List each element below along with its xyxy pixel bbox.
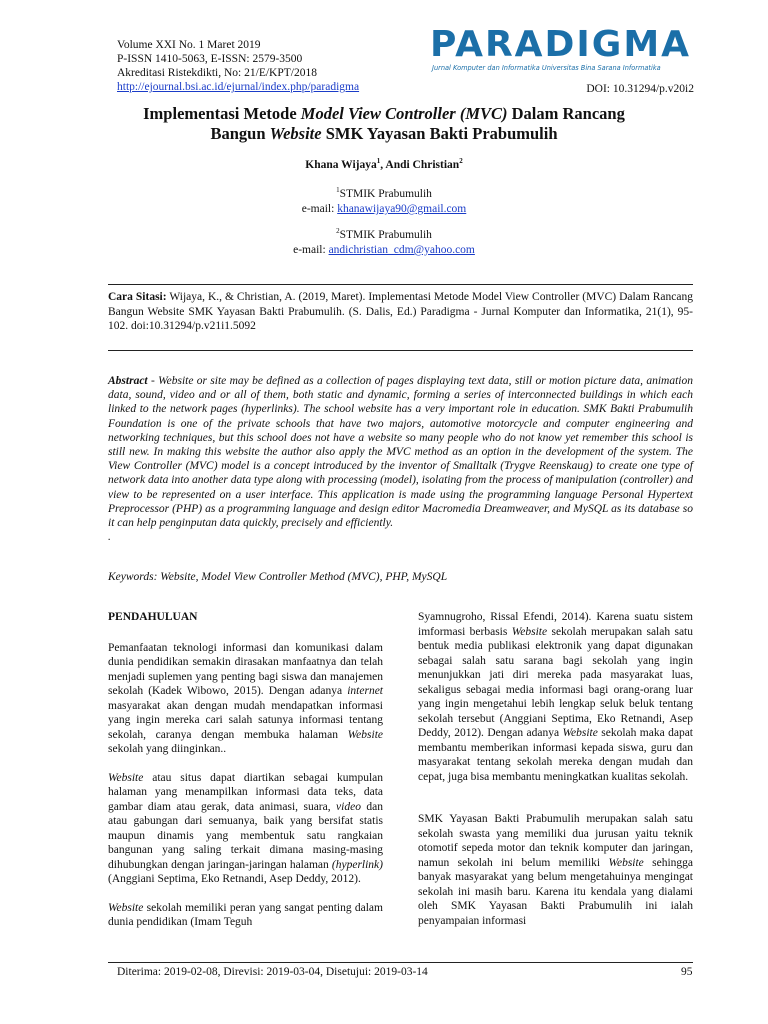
email-link-1[interactable]: khanawijaya90@gmail.com: [337, 203, 467, 215]
divider-bottom: [108, 350, 693, 351]
paragraph: Pemanfaatan teknologi informasi dan komunikasi dalam dunia pendidikan semakin dirasakan manfaatnya dan telah menjadi suplemen yang penting bagi siswa dan manajemen sekolah (Kadek Wibowo, 2015). Dengan adanya internet masyarakat akan dengan mudah mendapatkan informasi yang ingin mereka cari salah satunya informasi tentang sekolah, caranya dengan membuka halaman Website sekolah yang diinginkan..: [108, 641, 383, 755]
authors: Khana Wijaya$^1$, Andi Christian$^2$: [305, 157, 463, 171]
journal-accreditation: Akreditasi Ristekdikti, No: 21/E/KPT/2018: [117, 67, 317, 79]
email-link-2[interactable]: andichristian_cdm@yahoo.com: [328, 244, 475, 256]
affiliation-1-email: e-mail: khanawijaya90@gmail.com: [301, 203, 467, 215]
affiliation-2-email: e-mail: andichristian_cdm@yahoo.com: [293, 244, 475, 256]
paper-title-line1: Implementasi Metode Model View Controller (MVC) Dalam Rancang: [143, 104, 625, 123]
paragraph: Website sekolah memiliki peran yang sangat penting dalam dunia pendidikan (Imam Teguh: [108, 901, 383, 928]
affiliation-1: $^1$STMIK Prabumulih: [336, 186, 432, 200]
right-column: [418, 610, 693, 928]
journal-issn: P-ISSN 1410-5063, E-ISSN: 2579-3500: [117, 53, 303, 65]
keywords: Keywords: Website, Model View Controller Method (MVC), PHP, MySQL: [108, 571, 448, 583]
journal-url-line: [117, 80, 359, 94]
journal-url-link[interactable]: http://ejournal.bsi.ac.id/ejurnal/index.php/paradigma: [117, 81, 360, 93]
journal-volume: Volume XXI No. 1 Maret 2019: [117, 39, 261, 51]
paper-title-line2: Bangun Website SMK Yayasan Bakti Prabumulih: [210, 124, 558, 143]
footer-dates: Diterima: 2019-02-08, Direvisi: 2019-03-04, Disetujui: 2019-03-14: [117, 966, 428, 978]
divider-top: [108, 284, 693, 285]
paragraph: Website atau situs dapat diartikan sebagai kumpulan halaman yang menampilkan informasi data teks, data gambar diam atau gerak, data animasi, suara, video dan atau gabungan dari semuanya, baik yang bersifat statis maupun dinamis yang membentuk satu rangkaian bangunan yang saling terkait dimana masing-masing dihubungkan dengan jaringan-jaringan halaman (hyperlink) (Anggiani Septima, Eko Retnandi, Asep Deddy, 2012).: [108, 771, 383, 885]
logo-subtitle: Jurnal Komputer dan Informatika Universitas Bina Sarana Informatika: [432, 64, 661, 72]
paragraph: Syamnugroho, Rissal Efendi, 2014). Karena suatu sistem imformasi berbasis Website sekolah merupakan salah satu bentuk media publikasi elektronik yang dapat digunakan sebagai salah satu sarana bagi sekolah yang ingin menunjukkan jati diri mereka pada masyarakat luas, sekaligus sebagai media informasi bagi orang-orang luar yang ingin mengetahui lebih lengkap seluk beluk tentang sekolah tersebut (Anggiani Septima, Eko Retnandi, Asep Deddy, 2012). Dengan adanya Website sekolah maka dapat membantu memberikan informasi kepada siswa, guru dan masyarakat tentang sekolah mereka dengan mudah dan cepat, juga bisa membantu meningkatkan kualitas sekolah.: [418, 611, 694, 783]
section-heading: PENDAHULUAN: [108, 611, 198, 623]
paragraph: SMK Yayasan Bakti Prabumulih merupakan salah satu sekolah swasta yang memiliki dua jurusan yaitu teknik otomotif sepeda motor dan teknik komputer dan jaringan, namun sekolah ini belum memiliki Website sehingga banyak masyarakat yang belum mengetahuinya mengingat sekolah ini masih baru. Karena itu kendala yang dialami oleh SMK Yayasan Bakti Prabumulih ini ialah penyampaian informasi: [418, 813, 693, 927]
citation: Cara Sitasi: Wijaya, K., & Christian, A. (2019, Maret). Implementasi Metode Model View Controller (MVC) Dalam Rancang Bangun Website SMK Yayasan Bakti Prabumulih. (S. Dalis, Ed.) Paradigma - Jurnal Komputer dan Informatika, 21(1), 95-102. doi:10.31294/p.v21i1.5092: [108, 291, 693, 332]
page-number: 95: [681, 966, 693, 978]
logo-word: PARADIGMA: [430, 24, 692, 65]
abstract: Abstract - Website or site may be defined as a collection of pages displaying text data, still or motion picture data, animation data, sound, video and or all of them, both static and dynamic, forming a series of interconnected buildings in which each linked to the network pages (hyperlinks). The school website has a very important role in education. SMK Bakti Prabumulih Foundation is one of the private schools that have two majors, automotive motorcycle and computer engineering and networking techniques, but this school does not have a website so many people who do not know yet remember this school is still new. In making this website the author also apply the MVC method as an option in the development of the system. The View Controller (MVC) model is a concept introduced by the inventor of Smalltalk (Trygve Reenskaug) to create one type of network data into another data type along with processing (model), isolating from the process of manipulation (controller) and view to be represented on a user interface. This application is made using the programming language Personal Hypertext Preprocessor (PHP) as a programming language and design editor Macromedia Dreamweaver, and MySQL as its database so it can help penginputan data quickly, precisely and efficiently. .: [108, 375, 693, 544]
left-column: [108, 610, 383, 930]
affiliation-2: $^2$STMIK Prabumulih: [336, 227, 432, 241]
footer-divider: [108, 962, 693, 963]
doi: DOI: 10.31294/p.v20i2: [586, 83, 694, 95]
